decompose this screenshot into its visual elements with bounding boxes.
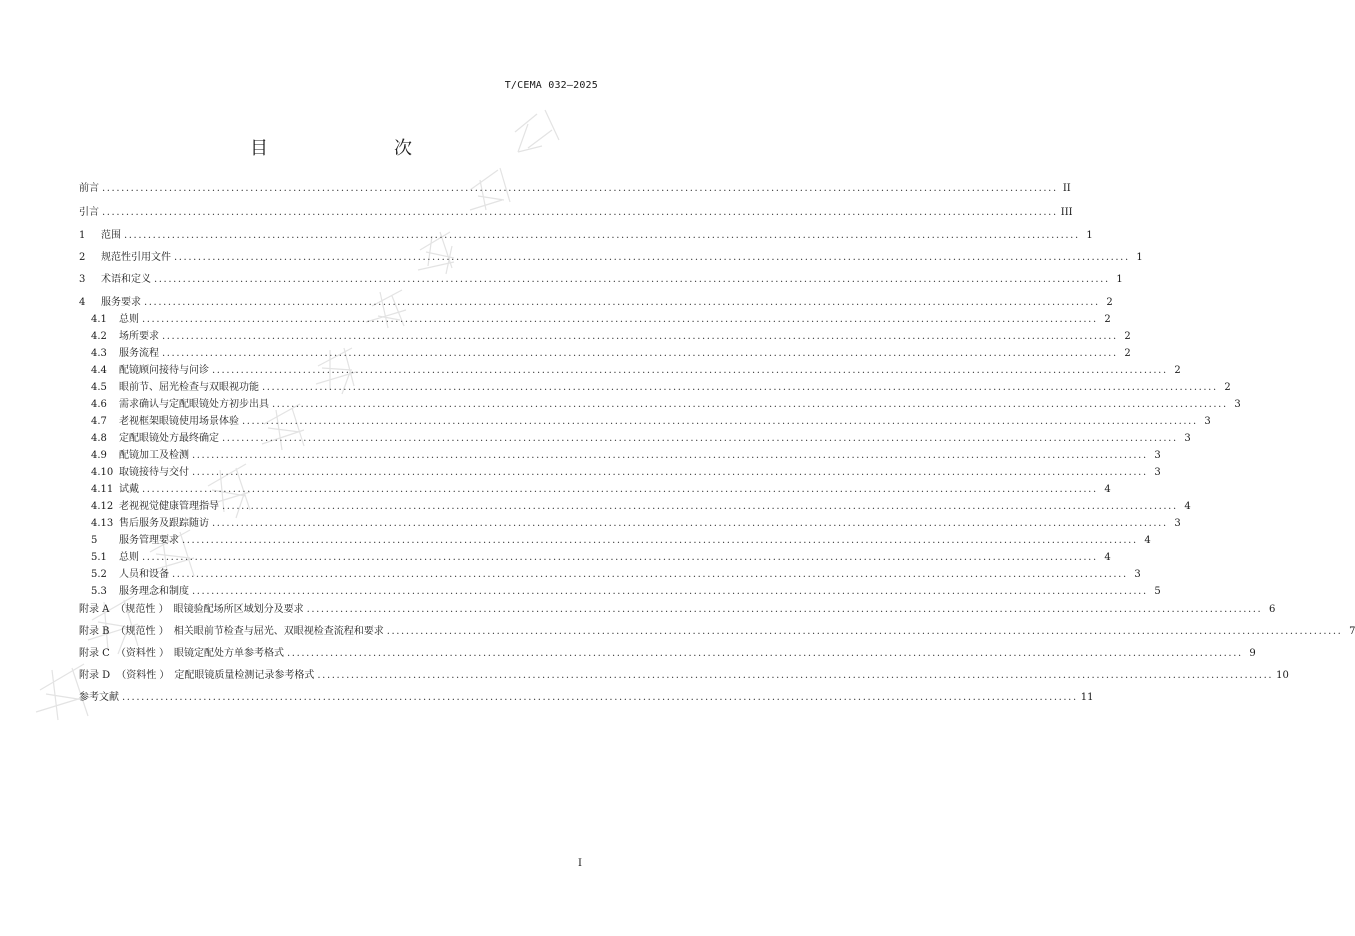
toc-entry-number: 2 xyxy=(79,252,86,263)
toc-leader-dots: ........................................................................................................................................................................................................ xyxy=(144,297,1100,308)
toc-entry-page: 3 xyxy=(1134,569,1141,580)
toc-entry-label: （规范性 ） 相关眼前节检查与屈光、双眼视检查流程和要求 xyxy=(115,626,384,637)
toc-leader-dots: ........................................................................................................................................................................................................ xyxy=(192,586,1148,597)
toc-entry-label: 老视框架眼镜使用场景体验 xyxy=(119,416,239,427)
toc-entry-page: 1 xyxy=(1136,252,1143,263)
toc-entry-label: 人员和设备 xyxy=(119,569,169,580)
toc-leader-dots: ........................................................................................................................................................................................................ xyxy=(162,348,1118,359)
toc-entry-number: 附录 B xyxy=(79,626,110,637)
toc-entry-number: 附录 D xyxy=(79,670,111,681)
toc-entry-label: （规范性 ） 眼镜验配场所区域划分及要求 xyxy=(115,604,304,615)
toc-leader-dots: ........................................................................................................................................................................................................ xyxy=(272,399,1228,410)
toc-entry-page: 2 xyxy=(1174,365,1181,376)
toc-entry-label: 服务要求 xyxy=(101,297,141,308)
toc-entry-number: 4.12 xyxy=(91,501,114,512)
toc-entry-page: 6 xyxy=(1268,604,1276,615)
toc-entry-page: 2 xyxy=(1106,297,1113,308)
toc-entry-page: 2 xyxy=(1104,314,1111,325)
toc-entry-label: （资料性 ） 眼镜定配处方单参考格式 xyxy=(115,648,285,659)
toc-entry-number: 4.5 xyxy=(91,382,107,393)
toc-entry-label: 参考文献 xyxy=(79,692,119,703)
toc-leader-dots: ........................................................................................................................................................................................................ xyxy=(102,207,1058,218)
toc-entry[interactable] xyxy=(91,534,1151,548)
toc-entry-label: 定配眼镜处方最终确定 xyxy=(119,433,219,444)
toc-leader-dots: ........................................................................................................................................................................................................ xyxy=(192,467,1148,478)
toc-entry[interactable] xyxy=(91,432,1191,446)
toc-entry-label: 总则 xyxy=(119,552,139,563)
toc-leader-dots: ........................................................................................................................................................................................................ xyxy=(192,450,1148,461)
toc-entry-page: 10 xyxy=(1276,670,1289,681)
document-code: T/CEMA 032—2025 xyxy=(504,80,598,91)
toc-leader-dots: ........................................................................................................................................................................................................ xyxy=(154,274,1110,285)
toc-entry[interactable] xyxy=(91,551,1111,565)
toc-entry-label: 前言 xyxy=(79,183,99,194)
toc-entry[interactable] xyxy=(79,273,1123,287)
toc-leader-dots: ........................................................................................................................................................................................................ xyxy=(306,604,1263,615)
toc-entry[interactable] xyxy=(91,364,1181,378)
toc-entry-page: 11 xyxy=(1080,692,1094,703)
toc-entry-page: 3 xyxy=(1234,399,1241,410)
toc-entry-page: 3 xyxy=(1154,450,1161,461)
toc-leader-dots: ........................................................................................................................................................................................................ xyxy=(142,484,1098,495)
toc-entry-label: 售后服务及跟踪随访 xyxy=(119,518,209,529)
page-number: I xyxy=(578,858,582,869)
toc-entry-number: 4.13 xyxy=(91,518,114,529)
toc-entry-page: 4 xyxy=(1144,535,1151,546)
toc-entry-number: 4.11 xyxy=(91,484,114,495)
toc-entry-label: 配镜顾问接待与问诊 xyxy=(119,365,209,376)
toc-leader-dots: ........................................................................................................................................................................................................ xyxy=(162,331,1118,342)
toc-entry[interactable] xyxy=(79,229,1093,243)
toc-leader-dots: ........................................................................................................................................................................................................ xyxy=(212,365,1168,376)
toc-entry-label: 规范性引用文件 xyxy=(101,252,171,263)
toc-entry-label: 引言 xyxy=(79,207,99,218)
toc-leader-dots: ........................................................................................................................................................................................................ xyxy=(102,183,1058,194)
page-title: 目 次 xyxy=(250,138,442,159)
toc-entry-number: 4.9 xyxy=(91,450,107,461)
toc-entry-number: 附录 A xyxy=(79,604,110,615)
toc-entry-number: 4.2 xyxy=(91,331,107,342)
toc-entry-page: 4 xyxy=(1184,501,1191,512)
toc-entry-label: 术语和定义 xyxy=(101,274,151,285)
toc-leader-dots: ........................................................................................................................................................................................................ xyxy=(262,382,1218,393)
toc-leader-dots: ........................................................................................................................................................................................................ xyxy=(124,230,1080,241)
toc-entry-page: 1 xyxy=(1116,274,1123,285)
toc-entry-page: 4 xyxy=(1104,484,1111,495)
toc-entry[interactable] xyxy=(91,347,1131,361)
toc-entry-page: II xyxy=(1062,183,1071,194)
toc-entry-page: 3 xyxy=(1184,433,1191,444)
toc-entry-label: （资料性 ） 定配眼镜质量检测记录参考格式 xyxy=(116,670,315,681)
toc-entry-label: 试戴 xyxy=(119,484,139,495)
toc-leader-dots: ........................................................................................................................................................................................................ xyxy=(222,501,1178,512)
toc-entry-page: 1 xyxy=(1086,230,1093,241)
toc-entry-page: 2 xyxy=(1124,348,1131,359)
toc-leader-dots: ........................................................................................................................................................................................................ xyxy=(122,692,1078,703)
toc-entry-label: 服务流程 xyxy=(119,348,159,359)
toc-entry[interactable] xyxy=(79,603,1276,617)
toc-entry-number: 4.8 xyxy=(91,433,107,444)
toc-entry-page: 5 xyxy=(1154,586,1161,597)
toc-entry-number: 4.4 xyxy=(91,365,107,376)
toc-entry[interactable] xyxy=(91,381,1231,395)
toc-leader-dots: ........................................................................................................................................................................................................ xyxy=(222,433,1178,444)
toc-entry-label: 眼前节、屈光检查与双眼视功能 xyxy=(119,382,259,393)
toc-entry-number: 5.3 xyxy=(91,586,107,597)
toc-entry-label: 配镜加工及检测 xyxy=(119,450,189,461)
toc-entry[interactable] xyxy=(91,483,1111,497)
toc-entry[interactable] xyxy=(91,398,1241,412)
toc-leader-dots: ........................................................................................................................................................................................................ xyxy=(174,252,1130,263)
toc-entry[interactable] xyxy=(79,669,1289,683)
toc-leader-dots: ........................................................................................................................................................................................................ xyxy=(386,626,1343,637)
toc-entry-page: 4 xyxy=(1104,552,1111,563)
toc-entry-number: 4 xyxy=(79,297,86,308)
toc-leader-dots: ........................................................................................................................................................................................................ xyxy=(142,552,1098,563)
toc-entry-number: 4.6 xyxy=(91,399,107,410)
toc-entry[interactable] xyxy=(79,625,1355,639)
toc-entry[interactable] xyxy=(79,647,1256,661)
toc-entry-number: 5.1 xyxy=(91,552,107,563)
toc-entry-label: 服务理念和制度 xyxy=(119,586,189,597)
toc-leader-dots: ........................................................................................................................................................................................................ xyxy=(242,416,1198,427)
toc-entry[interactable] xyxy=(91,330,1131,344)
toc-entry[interactable] xyxy=(91,568,1141,582)
toc-entry[interactable] xyxy=(91,415,1211,429)
toc-entry-number: 4.10 xyxy=(91,467,114,478)
toc-entry-number: 3 xyxy=(79,274,86,285)
toc-leader-dots: ........................................................................................................................................................................................................ xyxy=(212,518,1168,529)
toc-entry-page: 3 xyxy=(1204,416,1211,427)
toc-leader-dots: ........................................................................................................................................................................................................ xyxy=(142,314,1098,325)
toc-entry[interactable] xyxy=(91,466,1161,480)
toc-entry-label: 需求确认与定配眼镜处方初步出具 xyxy=(119,399,269,410)
toc-leader-dots: ........................................................................................................................................................................................................ xyxy=(172,569,1128,580)
toc-entry-label: 老视视觉健康管理指导 xyxy=(119,501,219,512)
toc-entry-number: 4.7 xyxy=(91,416,107,427)
toc-entry-number: 4.1 xyxy=(91,314,107,325)
toc-entry-number: 1 xyxy=(79,230,86,241)
toc-entry-page: 9 xyxy=(1249,648,1256,659)
toc-entry[interactable] xyxy=(91,313,1111,327)
toc-entry[interactable] xyxy=(91,500,1191,514)
toc-leader-dots: ........................................................................................................................................................................................................ xyxy=(317,670,1274,681)
toc-leader-dots: ........................................................................................................................................................................................................ xyxy=(287,648,1243,659)
toc-entry-number: 附录 C xyxy=(79,648,110,659)
toc-leader-dots: ........................................................................................................................................................................................................ xyxy=(182,535,1138,546)
toc-entry-label: 总则 xyxy=(119,314,139,325)
toc-entry[interactable] xyxy=(79,691,1094,705)
toc-entry-label: 取镜接待与交付 xyxy=(119,467,189,478)
toc-entry[interactable] xyxy=(79,296,1113,310)
toc-entry-page: 7 xyxy=(1349,626,1355,637)
toc-entry-number: 5 xyxy=(91,535,98,546)
toc-entry-label: 范围 xyxy=(101,230,121,241)
toc-entry-number: 5.2 xyxy=(91,569,107,580)
toc-entry-label: 服务管理要求 xyxy=(119,535,179,546)
toc-entry[interactable] xyxy=(79,182,1071,196)
toc-entry-page: 3 xyxy=(1154,467,1161,478)
toc-entry-number: 4.3 xyxy=(91,348,107,359)
toc-entry-page: 3 xyxy=(1174,518,1181,529)
toc-entry-label: 场所要求 xyxy=(119,331,159,342)
toc-entry[interactable] xyxy=(79,206,1073,220)
toc-entry[interactable] xyxy=(79,251,1143,265)
toc-entry[interactable] xyxy=(91,517,1181,531)
toc-entry-page: III xyxy=(1060,207,1073,218)
toc-entry[interactable] xyxy=(91,585,1161,599)
toc-entry-page: 2 xyxy=(1124,331,1131,342)
toc-entry-page: 2 xyxy=(1224,382,1231,393)
toc-entry[interactable] xyxy=(91,449,1161,463)
